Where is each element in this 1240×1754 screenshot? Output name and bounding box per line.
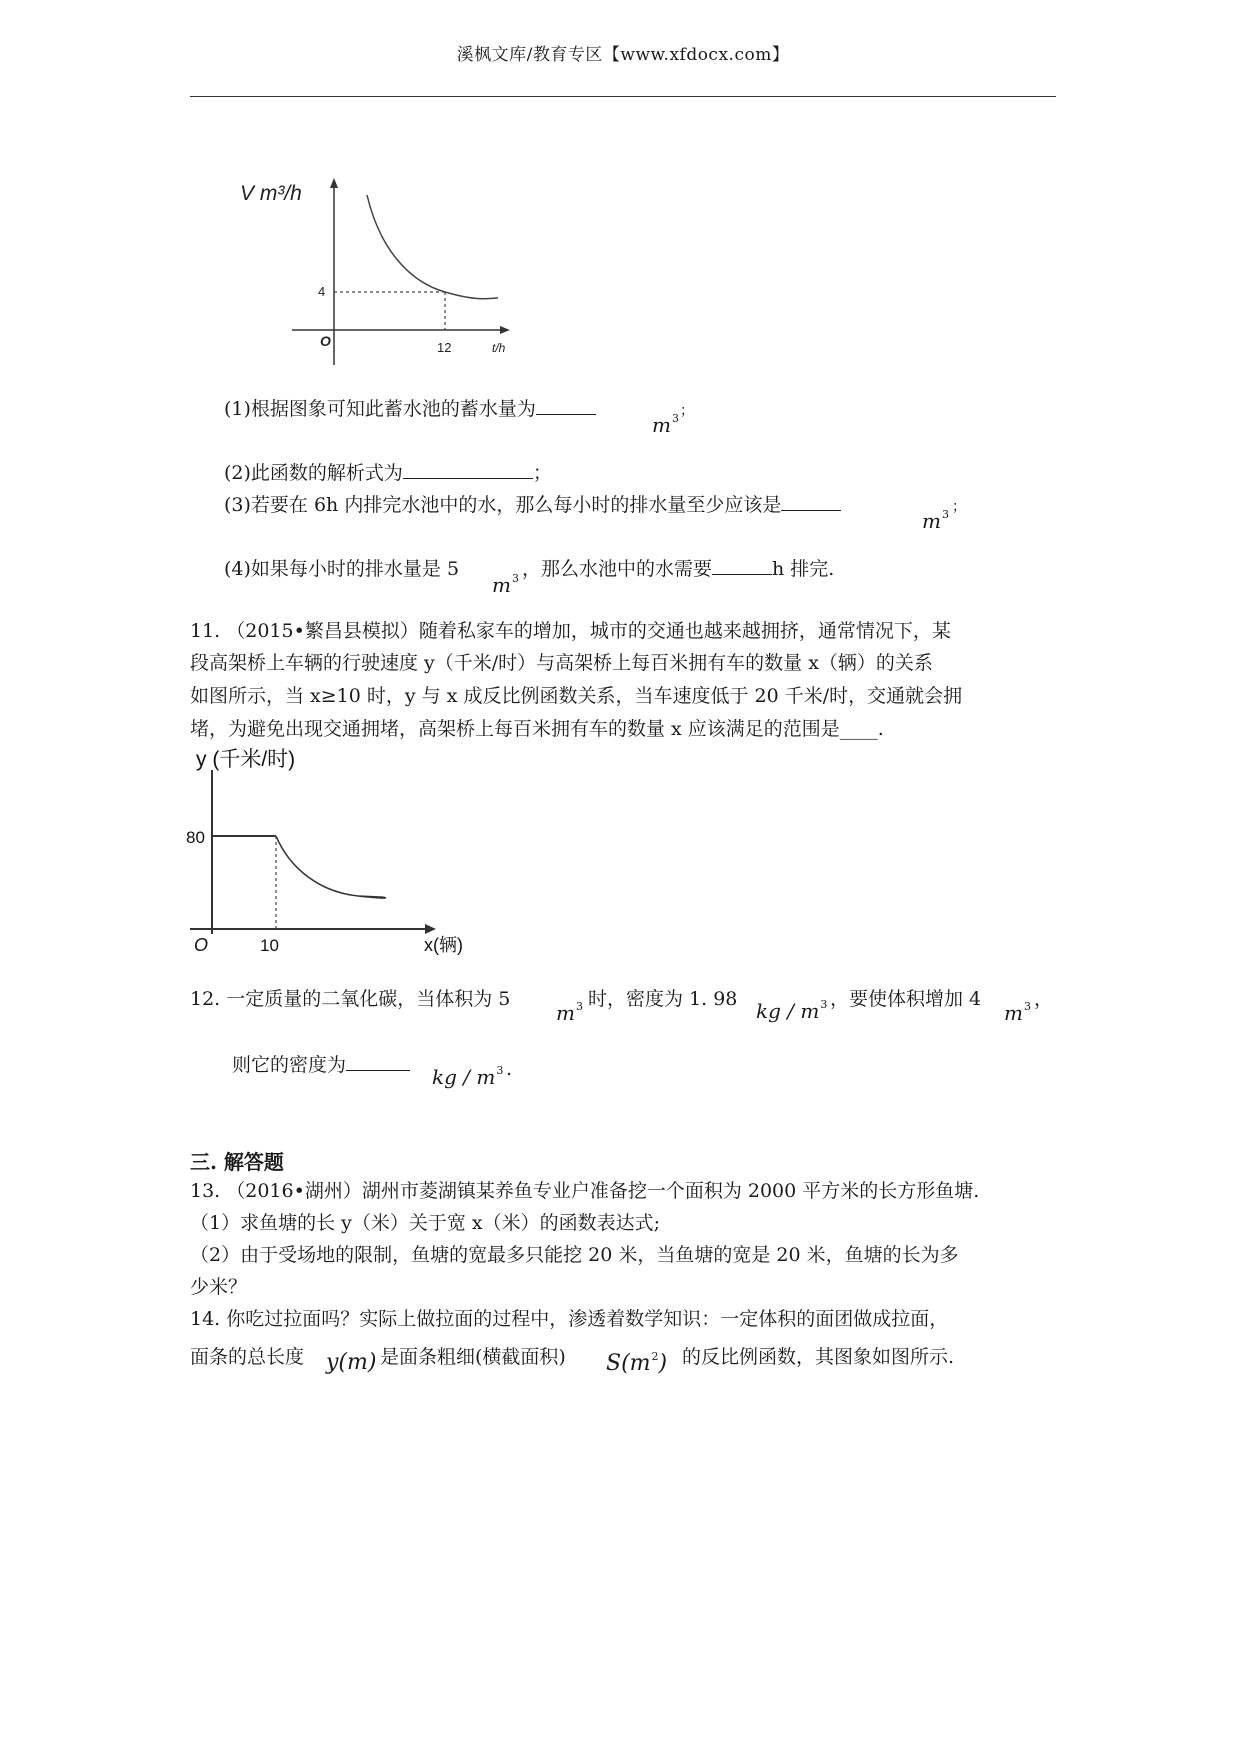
graph1-x-tick: 12 [437, 340, 452, 355]
q10-unit3: $m^3$ [922, 508, 949, 533]
q12-line1a: 12. 一定质量的二氧化碳，当体积为 5 [190, 988, 511, 1010]
graph-water-tank [230, 170, 520, 370]
q12-unit4: kg / $m^3$ [432, 1064, 504, 1089]
q10-blank4[interactable] [712, 556, 772, 575]
graph1-y-axis-label: V m³/h [240, 182, 302, 205]
q14-unit-s: $S(m^2)$ [606, 1350, 668, 1376]
q12-line1d: ， [1034, 988, 1054, 1010]
q11-line4: 堵，为避免出现交通拥堵，高架桥上每百米拥有车的数量 x 应该满足的范围是____. [190, 718, 884, 740]
q12-line1c: ，要使体积增加 4 [830, 988, 982, 1010]
q12-blank[interactable] [346, 1052, 410, 1071]
graph1-curve [367, 195, 498, 299]
q14-unit-y: y(m) [326, 1350, 377, 1375]
q11-line2: 段高架桥上车辆的行驶速度 y（千米/时）与高架桥上每百米拥有车的数量 x（辆）的关系 [190, 652, 933, 674]
q12-unit1: $m^3$ [556, 1000, 583, 1025]
q13-line2: （1）求鱼塘的长 y（米）关于宽 x（米）的函数表达式; [190, 1212, 661, 1234]
graph2-y-axis-label: y (千米/时) [196, 748, 296, 771]
graph2-x-tick: 10 [260, 936, 279, 955]
q11-line1: 11. （2015•繁昌县模拟）随着私家车的增加，城市的交通也越来越拥挤，通常情况下，某 [190, 620, 951, 642]
q14-line2a: 面条的总长度 [190, 1346, 305, 1368]
q12-line2-end: . [506, 1058, 513, 1080]
q13-line4: 少米？ [190, 1276, 248, 1298]
q14-line1: 14. 你吃过拉面吗？实际上做拉面的过程中，渗透着数学知识：一定体积的面团做成拉面， [190, 1308, 949, 1330]
graph1-origin: O [320, 333, 331, 349]
q10-unit4: $m^3$ [492, 572, 519, 597]
q12-unit3: $m^3$ [1004, 1000, 1031, 1025]
graph1-x-axis-label: t/h [492, 341, 506, 355]
q10-part4: (4)如果每小时的排水量是 5 [224, 558, 460, 580]
q10-blank2[interactable] [403, 460, 533, 479]
graph2-x-arrow [425, 924, 436, 934]
q14-line2b: 是面条粗细(横截面积) [380, 1346, 566, 1368]
q10-blank3[interactable] [781, 492, 841, 511]
header-divider [190, 96, 1056, 97]
q10-part1: (1)根据图象可知此蓄水池的蓄水量为 [224, 396, 596, 422]
q10-part3: (3)若要在 6h 内排完水池中的水，那么每小时的排水量至少应该是 [224, 492, 841, 518]
graph2-origin: O [194, 935, 209, 955]
graph1-y-arrow [330, 178, 338, 188]
graph1-y-tick: 4 [318, 284, 326, 299]
q14-line2c: 的反比例函数，其图象如图所示. [682, 1346, 955, 1368]
q13-line1: 13. （2016•湖州）湖州市菱湖镇某养鱼专业户准备挖一个面积为 2000 平方米的长方形鱼塘. [190, 1180, 980, 1202]
graph2-x-axis-label: x(辆) [424, 935, 463, 955]
graph2-curve [276, 836, 385, 898]
q10-part3-end: ； [952, 499, 966, 515]
q10-part2: (2)此函数的解析式为 ； [224, 462, 552, 484]
q11-line3: 如图所示，当 x≥10 时，y 与 x 成反比例函数关系，当车速度低于 20 千米/时，交通就会拥 [190, 685, 963, 707]
graph-traffic-speed [180, 744, 480, 959]
graph2-y-tick: 80 [186, 828, 205, 847]
q12-line2: 则它的密度为 [232, 1052, 410, 1078]
q12-unit2: kg / $m^3$ [756, 998, 828, 1023]
page-header: 溪枫文库/教育专区【www.xfdocx.com】 [456, 45, 790, 65]
q10-part1-end: ； [680, 403, 694, 419]
q10-part4-rest: ，那么水池中的水需要 h 排完. [522, 558, 835, 580]
q13-line3: （2）由于受场地的限制，鱼塘的宽最多只能挖 20 米，当鱼塘的宽是 20 米，鱼塘的长为多 [190, 1244, 959, 1266]
graph1-x-arrow [500, 326, 510, 334]
q10-unit1: $m^3$ [652, 412, 679, 437]
section-title: 三. 解答题 [190, 1150, 284, 1174]
q12-line1b: 时，密度为 1. 98 [588, 988, 738, 1010]
q10-blank1[interactable] [536, 396, 596, 415]
